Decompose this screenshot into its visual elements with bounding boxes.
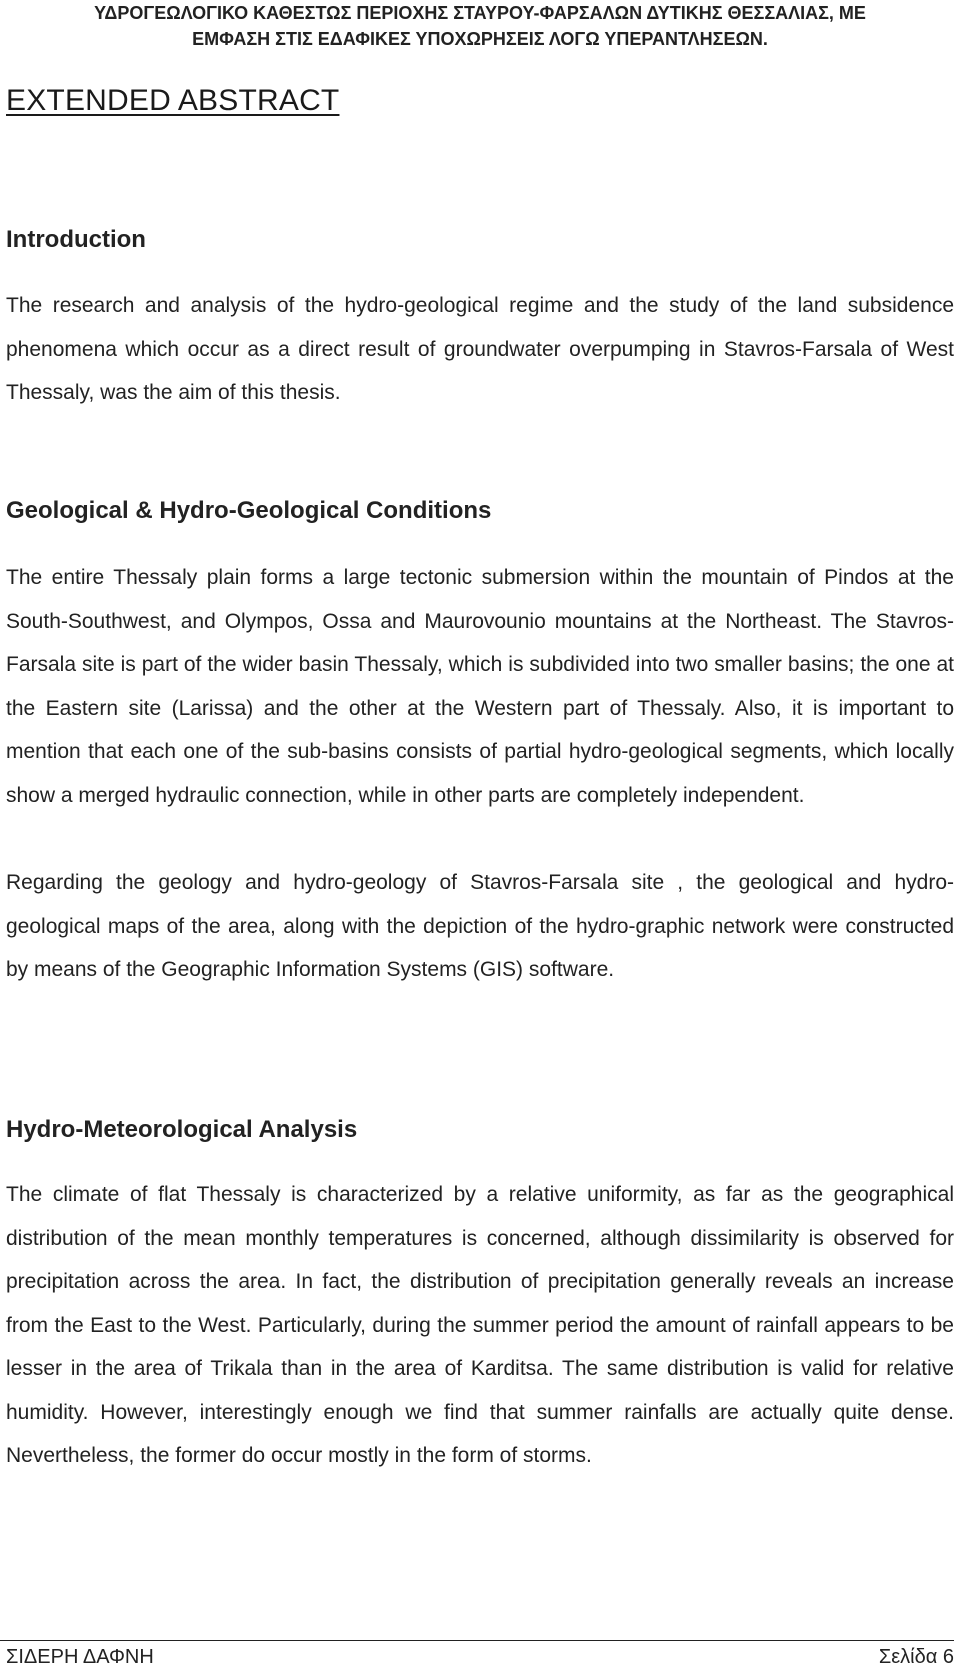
document-title: EXTENDED ABSTRACT (6, 84, 340, 117)
section-heading-geological-conditions: Geological & Hydro-Geological Conditions (6, 497, 492, 524)
paragraph-introduction: The research and analysis of the hydro-geological regime and the study of the land subsidence phenomena which occur as a direct result of groundwater overpumping in Stavros-Farsala of West Thessaly, was the aim of this thesis. (6, 294, 954, 404)
section-heading-introduction: Introduction (6, 226, 146, 253)
paragraph-hydro-meteorological: The climate of flat Thessaly is characterized by a relative uniformity, as far as the geographical distribution of the mean monthly temperatures is concerned, although dissimilarity is observed for precipitation across the area. In fact, the distribution of precipitation generally reveals an increase from the East to the West. Particularly, during the summer period the amount of rainfall appears to be lesser in the area of Trikala than in the area of Karditsa. The same distribution is valid for relative humidity. However, interestingly enough we find that summer rainfalls are actually quite dense. Nevertheless, the former do occur mostly in the form of storms. (6, 1183, 954, 1467)
footer-divider (0, 1640, 954, 1641)
paragraph-geological-conditions-2: Regarding the geology and hydro-geology of Stavros-Farsala site , the geological and hydro-geological maps of the area, along with the depiction of the hydro-graphic network were constructed by means of the Geographic Information Systems (GIS) software. (6, 871, 954, 981)
paragraph-geological-conditions-1: The entire Thessaly plain forms a large tectonic submersion within the mountain of Pindos at the South-Southwest, and Olympos, Ossa and Maurovounio mountains at the Northeast. The Stavros-Farsala site is part of the wider basin Thessaly, which is subdivided into two smaller basins; the one at the Eastern site (Larissa) and the other at the Western part of Thessaly. Also, it is important to mention that each one of the sub-basins consists of partial hydro-geological segments, which locally show a merged hydraulic connection, while in other parts are completely independent. (6, 566, 954, 807)
footer-page-number: Σελίδα 6 (878, 1646, 954, 1668)
header-line-1: ΥΔΡΟΓΕΩΛΟΓΙΚΟ ΚΑΘΕΣΤΩΣ ΠΕΡΙΟΧΗΣ ΣΤΑΥΡΟΥ-ΦΑΡΣΑΛΩΝ ΔΥΤΙΚΗΣ ΘΕΣΣΑΛΙΑΣ, ΜΕ (94, 3, 866, 23)
header-line-2: ΕΜΦΑΣΗ ΣΤΙΣ ΕΔΑΦΙΚΕΣ ΥΠΟΧΩΡΗΣΕΙΣ ΛΟΓΩ ΥΠΕΡΑΝΤΛΗΣΕΩΝ. (192, 29, 768, 49)
footer-author: ΣΙΔΕΡΗ ΔΑΦΝΗ (6, 1646, 154, 1668)
running-header (0, 0, 960, 52)
section-heading-hydro-meteorological: Hydro-Meteorological Analysis (6, 1116, 358, 1143)
